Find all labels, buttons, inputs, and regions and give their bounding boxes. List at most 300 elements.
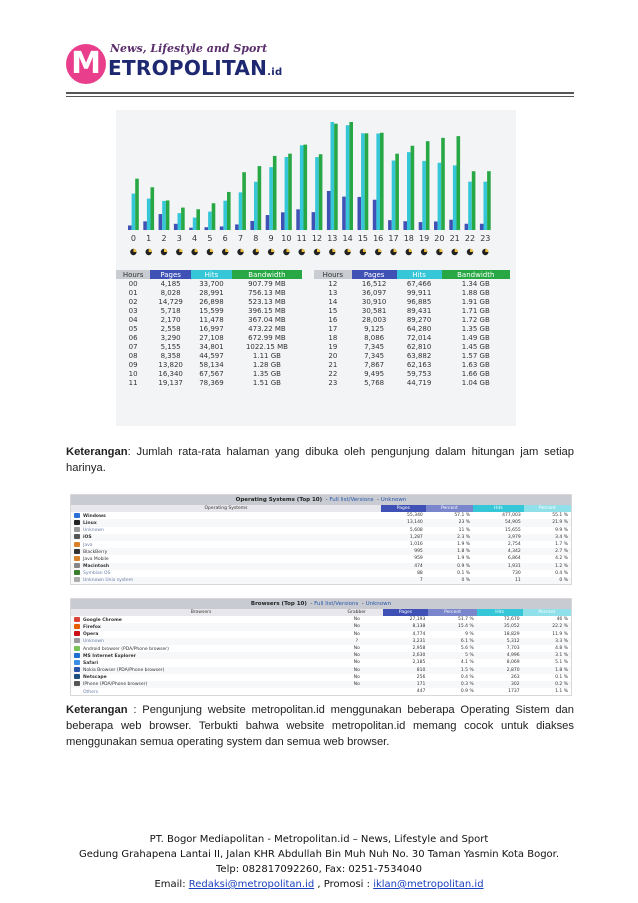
bar-pages-7 xyxy=(235,224,239,230)
bar-hits-8 xyxy=(254,182,258,230)
table-row xyxy=(71,541,571,548)
aw-value-cell: 477,003 xyxy=(502,513,521,519)
aw-value-cell: 447 xyxy=(416,689,426,695)
hour-clock-icon-face xyxy=(378,249,381,252)
table-row xyxy=(71,555,571,562)
item-name: Linux xyxy=(83,520,97,526)
tick-label-10: 10 xyxy=(281,234,292,243)
header-rule-thin xyxy=(66,96,574,97)
os-panel xyxy=(70,494,572,585)
hours-cell: 15 xyxy=(328,306,338,315)
item-icon xyxy=(74,689,80,694)
tick-label-5: 5 xyxy=(207,234,213,243)
hours-cell: 63,882 xyxy=(406,351,432,360)
item-name: Symbian OS xyxy=(83,571,111,577)
footer-phone: Telp: 082817092260, Fax: 0251-7534040 xyxy=(216,864,422,875)
hours-header-bandwidth: Bandwidth xyxy=(232,270,302,279)
footer-address: Gedung Grahapena Lantai II, Jalan KHR Abdullah Bin Muh Nuh No. 30 Taman Yasmin Kota Bogor. xyxy=(78,849,560,860)
hour-clock-icon-face xyxy=(241,249,244,252)
bar-hits-4 xyxy=(193,218,197,230)
aw-value-cell: No xyxy=(353,646,360,652)
item-icon xyxy=(74,549,80,554)
item-icon xyxy=(74,527,80,532)
item-name: Safari xyxy=(83,660,99,666)
footer-email-link[interactable]: Redaksi@metropolitan.id xyxy=(188,879,315,890)
bar-hits-14 xyxy=(346,125,350,230)
aw-name-cell xyxy=(71,616,331,623)
aw-header: Percent xyxy=(428,609,476,616)
bar-bandwidth-10 xyxy=(288,154,292,230)
table-row xyxy=(116,306,302,315)
item-name: Macintosh xyxy=(83,564,110,570)
hours-cell: 64,280 xyxy=(406,324,432,333)
table-row xyxy=(71,645,571,652)
footer-email-label: Email: xyxy=(154,879,189,890)
aw-value-cell: 2,958 xyxy=(412,646,426,652)
item-icon xyxy=(74,624,80,629)
aw-header: Pages xyxy=(383,609,429,616)
aw-name-cell xyxy=(71,645,331,652)
hours-cell: 44,719 xyxy=(406,378,432,387)
hours-cell: 16,997 xyxy=(199,324,224,333)
hours-cell: 06 xyxy=(128,333,138,342)
item-icon xyxy=(74,570,80,575)
hours-table-left xyxy=(116,270,302,387)
item-name: iOS xyxy=(83,535,92,541)
hour-clock-icon-face xyxy=(317,249,320,252)
bar-hits-12 xyxy=(315,157,319,230)
aw-value-cell: 35,052 xyxy=(477,623,523,630)
hours-cell: 26,898 xyxy=(199,297,224,306)
table-row xyxy=(116,369,302,378)
hour-clock-icon-face xyxy=(225,249,228,252)
logo-name xyxy=(108,56,282,80)
tick-label-0: 0 xyxy=(130,234,136,243)
item-icon xyxy=(74,542,80,547)
hour-clock-icon-face xyxy=(271,249,274,252)
item-icon xyxy=(74,617,80,622)
hours-cell: 1.11 GB xyxy=(252,351,281,360)
hours-cell: 33,700 xyxy=(199,279,224,288)
hour-clock-icon-face xyxy=(179,249,182,252)
bar-hits-18 xyxy=(407,152,411,230)
bar-hits-10 xyxy=(285,157,289,230)
item-name: Netscape xyxy=(83,675,107,681)
bar-pages-14 xyxy=(342,197,346,230)
hour-clock-icon-face xyxy=(470,249,473,252)
hours-cell: 01 xyxy=(128,288,138,297)
bar-bandwidth-11 xyxy=(304,145,308,230)
table-row xyxy=(71,548,571,555)
aw-header: Pages xyxy=(381,505,426,512)
hours-cell: 04 xyxy=(128,315,138,324)
tick-label-2: 2 xyxy=(161,234,167,243)
hour-clock-icon-face xyxy=(210,249,213,252)
hours-cell: 15,599 xyxy=(199,306,224,315)
table-row xyxy=(314,360,510,369)
bar-pages-17 xyxy=(388,220,392,230)
hours-cell: 16,340 xyxy=(158,369,183,378)
bar-hits-11 xyxy=(300,145,304,230)
hour-clock-icon-face xyxy=(256,249,259,252)
aw-value-cell: 22.2 % xyxy=(523,623,571,630)
hour-clock-icon-face xyxy=(363,249,366,252)
bar-bandwidth-7 xyxy=(242,172,246,230)
header-rule xyxy=(66,92,574,94)
logo-suffix: .id xyxy=(267,67,283,78)
hours-cell: 1.57 GB xyxy=(461,351,490,360)
caption-os-browser xyxy=(66,702,574,750)
hours-cell: 907.79 MB xyxy=(248,279,286,288)
bar-bandwidth-23 xyxy=(487,171,491,230)
aw-value-cell: 2,754 xyxy=(507,542,521,548)
hours-cell: 1.45 GB xyxy=(461,342,490,351)
table-row xyxy=(71,570,571,577)
item-name: Firefox xyxy=(83,624,101,630)
browser-unknown-link[interactable]: Unknown xyxy=(365,601,392,607)
table-row xyxy=(116,279,302,288)
table-row xyxy=(71,527,571,534)
hours-cell: 1.35 GB xyxy=(461,324,490,333)
hours-cell: 16,512 xyxy=(361,279,387,288)
aw-value-cell: 57.1 % xyxy=(454,513,471,519)
footer-contacts xyxy=(40,877,598,892)
aw-name-cell xyxy=(71,534,381,541)
os-unknown-link[interactable]: Unknown xyxy=(380,497,407,503)
hours-cell: 22 xyxy=(328,369,338,378)
aw-name-cell xyxy=(71,512,381,519)
tick-label-12: 12 xyxy=(311,234,323,243)
bar-hits-0 xyxy=(132,194,136,230)
os-title: Operating Systems (Top 10) xyxy=(235,497,323,503)
logo-tagline: News, Lifestyle and Sport xyxy=(110,42,268,55)
aw-value-cell: 9.9 % xyxy=(555,527,568,533)
table-row xyxy=(116,342,302,351)
hour-clock-icon-face xyxy=(164,249,167,252)
aw-value-cell: 3,231 xyxy=(383,638,429,645)
hour-clock-icon-face xyxy=(485,249,488,252)
bar-pages-13 xyxy=(327,191,331,230)
aw-value-cell: 8,069 xyxy=(506,660,520,666)
table-row xyxy=(116,315,302,324)
table-row xyxy=(116,351,302,360)
hours-cell: 1.04 GB xyxy=(461,378,490,387)
bar-hits-3 xyxy=(178,213,182,230)
bar-hits-21 xyxy=(453,165,457,230)
item-icon xyxy=(74,646,80,651)
aw-value-cell: 72,670 xyxy=(503,617,520,623)
aw-value-cell: 3,979 xyxy=(473,534,524,541)
bar-pages-21 xyxy=(449,220,453,230)
bar-hits-17 xyxy=(392,161,396,230)
hours-cell: 19 xyxy=(328,342,338,351)
aw-value-cell: 4,996 xyxy=(477,652,523,659)
aw-name-cell xyxy=(71,631,331,638)
bar-hits-1 xyxy=(147,199,151,230)
aw-value-cell: 959 xyxy=(414,556,423,562)
hour-clock-icon-face xyxy=(195,249,198,252)
hours-cell: 28,003 xyxy=(361,315,387,324)
table-row xyxy=(314,279,510,288)
aw-name-cell xyxy=(71,541,381,548)
tick-label-3: 3 xyxy=(176,234,182,243)
item-icon xyxy=(74,513,80,518)
hours-cell: 1.49 GB xyxy=(461,333,490,342)
tick-label-15: 15 xyxy=(357,234,368,243)
aw-value-cell: 0 % xyxy=(524,577,571,584)
hours-cell: 2,170 xyxy=(160,315,181,324)
hourly-stats-panel xyxy=(116,110,516,426)
hours-cell: 30,581 xyxy=(361,306,387,315)
hours-header-hours: Hours xyxy=(314,270,352,279)
item-name: Unknown xyxy=(83,639,104,645)
aw-value-cell: 0.9 % xyxy=(426,563,473,570)
tick-label-7: 7 xyxy=(237,234,244,243)
aw-value-cell: 5,608 xyxy=(409,527,423,533)
os-full-list-link[interactable]: Full list/Versions xyxy=(329,497,374,503)
aw-header: Hits xyxy=(473,505,524,512)
bar-pages-16 xyxy=(373,200,377,230)
aw-value-cell: 263 xyxy=(511,674,520,680)
footer xyxy=(40,832,598,892)
bar-bandwidth-6 xyxy=(227,192,231,230)
hours-cell: 14 xyxy=(328,297,338,306)
bar-hits-9 xyxy=(269,167,273,230)
bar-pages-19 xyxy=(419,222,423,230)
aw-header: Percent xyxy=(523,609,571,616)
hours-cell: 10 xyxy=(128,369,138,378)
tick-label-23: 23 xyxy=(480,234,491,243)
aw-header: Grabber xyxy=(331,609,383,616)
hours-cell: 67,567 xyxy=(199,369,224,378)
aw-name-cell xyxy=(71,623,331,630)
table-row xyxy=(71,638,571,645)
aw-value-cell: 810 xyxy=(383,667,429,674)
hours-header-pages: Pages xyxy=(352,270,397,279)
footer-promo-label: , Promosi : xyxy=(314,879,374,890)
aw-name-cell xyxy=(71,688,331,695)
tick-label-17: 17 xyxy=(388,234,399,243)
table-row xyxy=(71,652,571,659)
aw-name-cell xyxy=(71,674,331,681)
hours-cell: 672.99 MB xyxy=(248,333,286,342)
item-name: IPhone (PDA/Phone browser) xyxy=(83,682,148,688)
hours-cell: 396.15 MB xyxy=(248,306,286,315)
table-row xyxy=(314,342,510,351)
browser-full-list-link[interactable]: Full list/Versions xyxy=(314,601,359,607)
aw-value-cell: No xyxy=(331,681,383,688)
bar-pages-9 xyxy=(266,215,270,230)
hour-clock-icon-face xyxy=(348,249,351,252)
hours-cell: 07 xyxy=(128,342,138,351)
hours-cell: 27,108 xyxy=(199,333,224,342)
bar-bandwidth-1 xyxy=(151,187,155,230)
bar-pages-20 xyxy=(434,221,438,230)
aw-value-cell: 0.9 % xyxy=(460,689,474,695)
hours-cell: 17 xyxy=(328,324,338,333)
hours-cell: 99,911 xyxy=(406,288,432,297)
aw-value-cell: 0.4 % xyxy=(555,570,568,576)
aw-value-cell xyxy=(331,688,383,695)
tick-label-6: 6 xyxy=(222,234,228,243)
aw-value-cell: No xyxy=(353,617,360,623)
aw-value-cell: 1,931 xyxy=(473,563,524,570)
table-row xyxy=(71,681,571,688)
hours-cell: 44,597 xyxy=(199,351,224,360)
hours-cell: 5,155 xyxy=(160,342,181,351)
bar-bandwidth-0 xyxy=(135,179,139,230)
tick-label-21: 21 xyxy=(449,234,460,243)
table-row xyxy=(116,333,302,342)
logo-name-text: ETROPOLITAN xyxy=(108,56,268,80)
bar-pages-4 xyxy=(189,228,193,230)
aw-value-cell: 2,870 xyxy=(477,667,523,674)
aw-value-cell: 4.1 % xyxy=(460,660,474,666)
aw-value-cell: 2.3 % xyxy=(426,534,473,541)
hours-cell: 8,358 xyxy=(160,351,181,360)
tick-label-18: 18 xyxy=(403,234,414,243)
hours-cell: 23 xyxy=(328,378,338,387)
footer-promo-link[interactable]: iklan@metropolitan.id xyxy=(373,879,484,890)
bar-pages-23 xyxy=(480,224,484,230)
hours-cell: 1.28 GB xyxy=(252,360,281,369)
item-name: Android browser (PDA/Phone browser) xyxy=(83,646,169,652)
aw-name-cell xyxy=(71,681,331,688)
aw-value-cell: 1.8 % xyxy=(426,548,473,555)
aw-value-cell: 4,342 xyxy=(473,548,524,555)
hour-clock-icon-face xyxy=(394,249,397,252)
os-table xyxy=(71,505,571,584)
hours-cell: 11,478 xyxy=(199,315,224,324)
aw-value-cell: 0 % xyxy=(426,577,473,584)
bar-pages-1 xyxy=(143,221,147,230)
bar-bandwidth-12 xyxy=(319,154,323,230)
table-row xyxy=(314,288,510,297)
tick-label-1: 1 xyxy=(146,234,152,243)
hours-cell: 13,820 xyxy=(158,360,183,369)
hours-cell: 1.35 GB xyxy=(252,369,281,378)
aw-value-cell: 11.9 % xyxy=(552,631,568,637)
table-row xyxy=(71,631,571,638)
hours-header-hits: Hits xyxy=(191,270,232,279)
aw-header: Operating Systems xyxy=(71,505,381,512)
table-row xyxy=(71,577,571,584)
aw-value-cell: 474 xyxy=(381,563,426,570)
caption-label: Keterangan xyxy=(66,446,128,458)
aw-value-cell: 1.5 % xyxy=(428,667,476,674)
aw-value-cell: 0.3 % xyxy=(428,681,476,688)
bar-hits-13 xyxy=(331,122,335,230)
bar-bandwidth-21 xyxy=(457,136,461,230)
aw-value-cell: 1,287 xyxy=(381,534,426,541)
aw-value-cell: 3.3 % xyxy=(523,638,571,645)
hours-cell: 78,369 xyxy=(199,378,224,387)
aw-name-cell xyxy=(71,527,381,534)
aw-value-cell: 2,185 xyxy=(412,660,426,666)
aw-value-cell: 0.2 % xyxy=(523,681,571,688)
bar-pages-8 xyxy=(250,221,254,230)
table-row xyxy=(71,667,571,674)
aw-value-cell: 5 % xyxy=(428,652,476,659)
bar-bandwidth-22 xyxy=(472,171,476,230)
table-row xyxy=(314,306,510,315)
aw-value-cell: 4.8 % xyxy=(555,646,568,652)
logo-letter: M xyxy=(71,46,101,81)
aw-name-cell xyxy=(71,555,381,562)
hours-cell: 67,466 xyxy=(406,279,432,288)
browser-panel-title: Browsers (Top 10) - Full list/Versions - Unknown xyxy=(71,599,571,609)
item-icon xyxy=(74,638,80,643)
item-icon xyxy=(74,667,80,672)
aw-value-cell: 2.7 % xyxy=(524,548,571,555)
aw-value-cell: 55,340 xyxy=(407,513,423,519)
bar-hits-7 xyxy=(239,192,243,230)
aw-value-cell: 88 xyxy=(417,570,423,576)
aw-header: Percent xyxy=(524,505,571,512)
hours-cell: 1.88 GB xyxy=(461,288,490,297)
os-panel-title: Operating Systems (Top 10) - Full list/Versions - Unknown xyxy=(71,495,571,505)
bar-pages-6 xyxy=(220,226,224,230)
hours-cell: 11 xyxy=(128,378,138,387)
hours-cell: 1.63 GB xyxy=(461,360,490,369)
aw-value-cell: 54,905 xyxy=(473,519,524,526)
bar-pages-12 xyxy=(312,212,316,230)
item-name: MS Internet Explorer xyxy=(83,653,136,659)
bar-pages-5 xyxy=(205,227,209,230)
hours-cell: 8,086 xyxy=(364,333,385,342)
table-row xyxy=(71,688,571,695)
item-name: BlackBerry xyxy=(83,549,108,555)
hours-cell: 3,290 xyxy=(160,333,181,342)
bar-pages-15 xyxy=(358,197,362,230)
bar-pages-22 xyxy=(465,224,469,230)
hours-cell: 62,163 xyxy=(406,360,432,369)
aw-value-cell: 5.6 % xyxy=(460,646,474,652)
aw-value-cell: No xyxy=(331,652,383,659)
aw-value-cell: 8,138 xyxy=(383,623,429,630)
aw-value-cell: 1.1 % xyxy=(555,689,568,695)
aw-value-cell: 11 % xyxy=(458,527,471,533)
aw-name-cell xyxy=(71,638,331,645)
aw-value-cell: 1.8 % xyxy=(523,667,571,674)
hours-cell: 28,991 xyxy=(199,288,224,297)
item-icon xyxy=(74,563,80,568)
table-row xyxy=(314,297,510,306)
bar-bandwidth-5 xyxy=(212,203,216,230)
hours-cell: 72,014 xyxy=(406,333,432,342)
aw-name-cell xyxy=(71,519,381,526)
aw-value-cell: 15,655 xyxy=(504,527,521,533)
bar-bandwidth-17 xyxy=(395,154,399,230)
hour-clock-icon-face xyxy=(302,249,305,252)
bar-bandwidth-15 xyxy=(365,133,369,230)
hours-cell: 7,345 xyxy=(364,351,385,360)
bar-pages-2 xyxy=(159,214,163,230)
aw-value-cell: 302 xyxy=(477,681,523,688)
hours-cell: 96,885 xyxy=(406,297,432,306)
tick-label-9: 9 xyxy=(268,234,274,243)
aw-value-cell: 1,016 xyxy=(409,542,423,548)
hours-cell: 1.51 GB xyxy=(252,378,281,387)
table-row xyxy=(71,674,571,681)
hours-cell: 02 xyxy=(128,297,138,306)
bar-bandwidth-9 xyxy=(273,156,277,230)
item-name: Windows xyxy=(83,513,106,519)
bar-pages-11 xyxy=(296,209,300,230)
aw-value-cell: 4.2 % xyxy=(555,556,568,562)
aw-value-cell: 55.1 % xyxy=(552,513,568,519)
hour-clock-icon-face xyxy=(332,249,335,252)
